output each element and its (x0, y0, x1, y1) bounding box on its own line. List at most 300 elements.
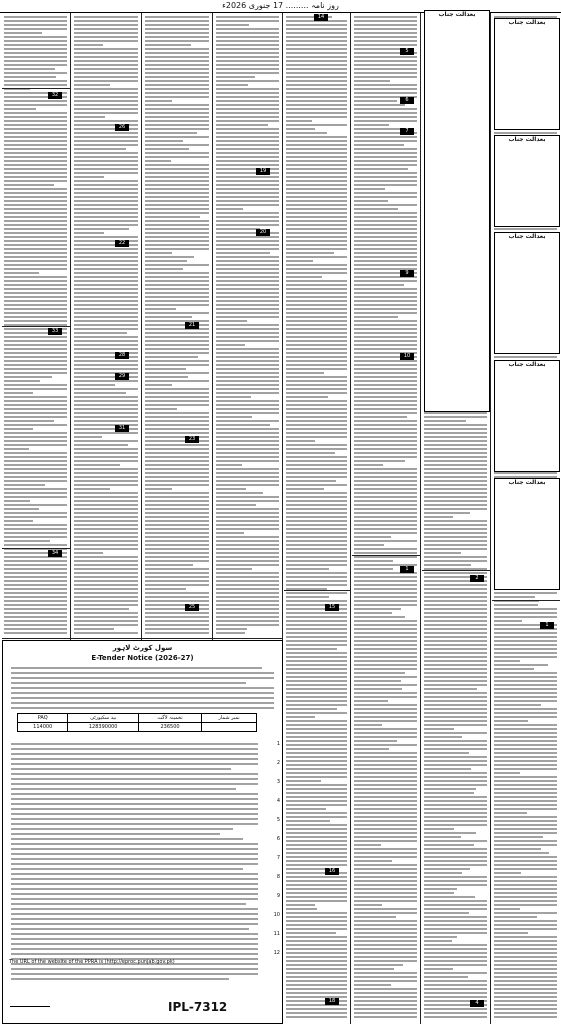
column-rule (490, 13, 491, 1024)
text-line (286, 248, 347, 250)
text-line (74, 256, 138, 258)
text-line (354, 808, 417, 810)
text-line (4, 340, 67, 342)
text-line (354, 908, 417, 910)
tender-item-number: 9 (276, 893, 280, 899)
text-line (145, 228, 209, 230)
text-line (216, 56, 279, 58)
text-line (74, 616, 138, 618)
text-line (354, 36, 417, 38)
text-line (354, 656, 417, 658)
text-line (4, 100, 67, 102)
text-line (74, 340, 138, 342)
text-line (145, 576, 209, 578)
text-line (145, 628, 209, 630)
text-line (354, 536, 391, 538)
text-line (216, 484, 279, 486)
text-line (216, 424, 270, 426)
text-line (4, 592, 67, 594)
text-line (354, 168, 408, 170)
text-line (286, 660, 347, 662)
court-notice-box (494, 18, 560, 130)
text-line (74, 360, 138, 362)
text-line (216, 336, 279, 338)
text-line (4, 464, 67, 466)
text-line (216, 408, 279, 410)
text-line (494, 960, 557, 962)
text-line (145, 72, 209, 74)
text-line (354, 636, 417, 638)
text-line (216, 536, 279, 538)
text-line (4, 24, 67, 26)
text-line (286, 332, 347, 334)
text-line (216, 452, 279, 454)
text-line (11, 893, 258, 895)
text-line (4, 428, 33, 430)
text-line (74, 532, 138, 534)
text-line (286, 672, 347, 674)
text-line (354, 628, 417, 630)
text-line (354, 924, 417, 926)
text-line (216, 576, 279, 578)
text-line (286, 200, 347, 202)
text-line (4, 480, 67, 482)
text-line (424, 592, 487, 594)
text-line (145, 600, 209, 602)
text-line (216, 616, 279, 618)
text-line (286, 184, 347, 186)
text-line (145, 64, 209, 66)
text-line (424, 608, 487, 610)
text-line (424, 876, 487, 878)
text-line (354, 984, 391, 986)
text-line (286, 416, 347, 418)
text-line (11, 878, 258, 880)
text-line (286, 888, 347, 890)
text-line (354, 136, 417, 138)
text-line (286, 648, 337, 650)
text-line (424, 712, 487, 714)
text-line (354, 328, 417, 330)
text-line (216, 156, 279, 158)
text-line (216, 184, 279, 186)
text-line (74, 544, 138, 546)
text-line (286, 312, 347, 314)
text-line (424, 984, 487, 986)
text-line (4, 368, 67, 370)
text-line (494, 788, 557, 790)
table-cell: 114000 (18, 723, 68, 732)
text-line (494, 1016, 557, 1018)
text-line (286, 116, 347, 118)
text-line (216, 356, 279, 358)
text-line (354, 64, 417, 66)
text-line (145, 116, 209, 118)
text-line (145, 188, 209, 190)
text-line (216, 136, 279, 138)
text-line (354, 416, 407, 418)
text-line (4, 524, 67, 526)
text-line (354, 664, 417, 666)
text-line (494, 764, 557, 766)
text-line (424, 564, 471, 566)
text-line (286, 180, 347, 182)
text-line (494, 848, 541, 850)
text-line (424, 412, 487, 414)
text-line (286, 232, 347, 234)
text-line (494, 940, 557, 942)
text-line (424, 468, 487, 470)
text-line (354, 300, 417, 302)
text-line (286, 504, 347, 506)
text-line (286, 980, 347, 982)
text-line (74, 540, 138, 542)
text-line (286, 964, 347, 966)
text-line (286, 220, 347, 222)
court-notice-title: بعدالت جناب (508, 479, 546, 486)
text-column (72, 14, 140, 638)
text-line (494, 860, 557, 862)
text-line (74, 584, 138, 586)
text-line (354, 504, 417, 506)
text-line (354, 16, 417, 18)
text-line (216, 332, 279, 334)
text-line (494, 616, 557, 618)
text-line (74, 132, 138, 134)
text-line (354, 992, 417, 994)
text-line (286, 340, 347, 342)
text-line (354, 768, 417, 770)
text-line (4, 196, 67, 198)
text-line (145, 604, 209, 606)
text-line (424, 912, 469, 914)
text-line (11, 883, 258, 885)
text-line (286, 620, 347, 622)
text-line (494, 608, 557, 610)
text-line (494, 956, 557, 958)
text-line (354, 952, 417, 954)
text-line (286, 628, 347, 630)
text-line (494, 916, 537, 918)
text-column (143, 14, 211, 638)
text-line (494, 700, 557, 702)
text-line (286, 392, 347, 394)
text-line (74, 80, 138, 82)
text-line (216, 112, 279, 114)
text-line (286, 208, 347, 210)
text-line (494, 792, 557, 794)
text-line (74, 596, 138, 598)
text-line (424, 804, 487, 806)
text-line (286, 728, 347, 730)
text-line (354, 252, 417, 254)
text-column (284, 14, 349, 1022)
text-line (424, 840, 487, 842)
text-line (286, 920, 347, 922)
tender-item-number: 6 (276, 836, 280, 842)
text-line (216, 100, 279, 102)
text-line (494, 716, 557, 718)
text-line (286, 380, 347, 382)
column-rule (350, 13, 351, 1024)
text-line (494, 984, 557, 986)
text-line (11, 888, 258, 890)
text-line (286, 152, 347, 154)
text-line (4, 176, 67, 178)
item-number-tag: 2 (470, 575, 484, 582)
text-line (424, 600, 487, 602)
text-line (354, 780, 417, 782)
text-line (354, 820, 417, 822)
text-line (74, 316, 138, 318)
article-rule (2, 88, 70, 89)
text-line (145, 312, 209, 314)
text-line (216, 128, 279, 130)
text-line (4, 444, 67, 446)
text-line (74, 412, 138, 414)
text-line (354, 892, 417, 894)
text-line (354, 948, 417, 950)
text-line (494, 664, 548, 666)
text-line (4, 296, 67, 298)
text-line (354, 524, 417, 526)
text-line (145, 140, 183, 142)
text-line (494, 768, 557, 770)
tender-item-numbers (264, 741, 280, 981)
text-line (286, 236, 347, 238)
text-line (216, 240, 279, 242)
text-line (4, 156, 67, 158)
text-line (286, 288, 347, 290)
text-line (354, 544, 384, 546)
text-line (4, 512, 67, 514)
tender-item-number: 8 (276, 874, 280, 880)
text-line (494, 856, 557, 858)
text-line (4, 256, 67, 258)
text-line (216, 308, 279, 310)
text-line (216, 140, 279, 142)
text-line (286, 820, 330, 822)
text-line (286, 360, 347, 362)
text-line (11, 948, 258, 950)
item-number-tag: 14 (314, 14, 328, 21)
text-line (354, 732, 417, 734)
text-line (286, 712, 347, 714)
text-line (286, 740, 347, 742)
text-line (74, 420, 138, 422)
text-line (286, 368, 347, 370)
text-line (74, 72, 138, 74)
text-line (424, 828, 454, 830)
text-line (286, 488, 324, 490)
text-line (286, 976, 347, 978)
item-number-tag: 9 (400, 270, 414, 277)
text-line (216, 296, 279, 298)
text-line (145, 336, 209, 338)
text-line (286, 696, 347, 698)
text-line (4, 160, 67, 162)
text-line (286, 60, 347, 62)
text-line (424, 756, 487, 758)
text-line (4, 560, 67, 562)
text-line (354, 112, 417, 114)
text-line (4, 68, 55, 70)
text-line (74, 516, 138, 518)
text-line (494, 852, 549, 854)
text-line (424, 596, 487, 598)
tender-title: E-Tender Notice (2026-27) (91, 654, 194, 662)
text-line (424, 660, 487, 662)
text-line (4, 252, 67, 254)
text-line (216, 632, 245, 634)
text-line (354, 100, 397, 102)
text-line (354, 176, 417, 178)
text-line (286, 140, 347, 142)
text-line (145, 364, 209, 366)
text-line (4, 604, 67, 606)
text-line (354, 576, 417, 578)
text-line (354, 144, 404, 146)
text-line (216, 220, 279, 222)
tender-item-number: 7 (276, 855, 280, 861)
text-line (4, 404, 67, 406)
text-line (286, 440, 315, 442)
text-line (286, 676, 347, 678)
text-line (74, 392, 126, 394)
text-line (74, 580, 138, 582)
text-line (286, 640, 347, 642)
text-line (286, 808, 326, 810)
text-line (11, 773, 258, 775)
text-line (424, 536, 487, 538)
text-line (286, 144, 347, 146)
text-line (4, 304, 67, 306)
text-line (216, 528, 279, 530)
text-line (74, 388, 138, 390)
text-line (354, 372, 417, 374)
text-line (4, 204, 67, 206)
text-line (286, 1008, 347, 1010)
text-line (424, 612, 487, 614)
table-row (18, 723, 257, 732)
text-line (11, 943, 258, 945)
text-line (494, 932, 528, 934)
text-line (354, 972, 417, 974)
text-line (4, 192, 67, 194)
text-line (424, 900, 487, 902)
text-line (145, 584, 209, 586)
text-line (424, 796, 487, 798)
text-line (424, 520, 487, 522)
text-line (4, 144, 67, 146)
text-line (4, 448, 29, 450)
text-line (354, 748, 389, 750)
text-line (494, 1012, 557, 1014)
text-line (216, 444, 279, 446)
text-line (494, 684, 557, 686)
text-line (424, 624, 487, 626)
text-line (145, 244, 209, 246)
text-line (216, 96, 279, 98)
text-line (4, 504, 67, 506)
text-line (4, 60, 67, 62)
text-line (4, 372, 67, 374)
text-line (216, 132, 279, 134)
text-line (145, 556, 209, 558)
text-line (494, 904, 557, 906)
text-line (494, 772, 520, 774)
text-line (11, 863, 258, 865)
text-line (74, 188, 138, 190)
text-line (4, 632, 67, 634)
text-line (145, 232, 209, 234)
text-line (216, 592, 279, 594)
text-line (145, 588, 186, 590)
text-line (145, 128, 209, 130)
text-line (74, 320, 138, 322)
text-line (286, 520, 347, 522)
text-line (4, 188, 67, 190)
text-line (145, 96, 209, 98)
text-line (354, 528, 417, 530)
text-line (354, 784, 417, 786)
text-line (494, 712, 557, 714)
text-line (354, 172, 417, 174)
text-line (354, 496, 417, 498)
text-line (354, 204, 417, 206)
text-line (216, 200, 279, 202)
text-line (424, 456, 487, 458)
text-line (216, 560, 279, 562)
column-rule (420, 13, 421, 1024)
text-line (424, 960, 487, 962)
text-line (354, 236, 417, 238)
text-line (494, 644, 557, 646)
text-line (286, 428, 347, 430)
text-line (424, 936, 457, 938)
text-line (424, 744, 487, 746)
text-line (216, 252, 270, 254)
text-line (286, 700, 347, 702)
text-line (354, 552, 417, 554)
text-line (216, 500, 279, 502)
text-line (216, 292, 279, 294)
text-line (424, 832, 476, 834)
text-line (286, 508, 347, 510)
text-line (145, 512, 209, 514)
text-line (494, 1004, 557, 1006)
text-line (286, 972, 347, 974)
text-line (216, 436, 279, 438)
text-line (494, 920, 557, 922)
text-line (424, 748, 487, 750)
item-number-tag: 18 (325, 998, 339, 1005)
text-line (286, 536, 347, 538)
text-line (286, 296, 347, 298)
text-line (354, 360, 417, 362)
text-line (286, 892, 347, 894)
text-line (286, 472, 347, 474)
text-line (286, 524, 347, 526)
text-line (216, 456, 279, 458)
text-line (74, 16, 138, 18)
text-line (286, 480, 336, 482)
text-line (74, 24, 138, 26)
text-line (4, 484, 45, 486)
text-line (216, 432, 279, 434)
text-line (74, 56, 138, 58)
text-line (494, 748, 557, 750)
